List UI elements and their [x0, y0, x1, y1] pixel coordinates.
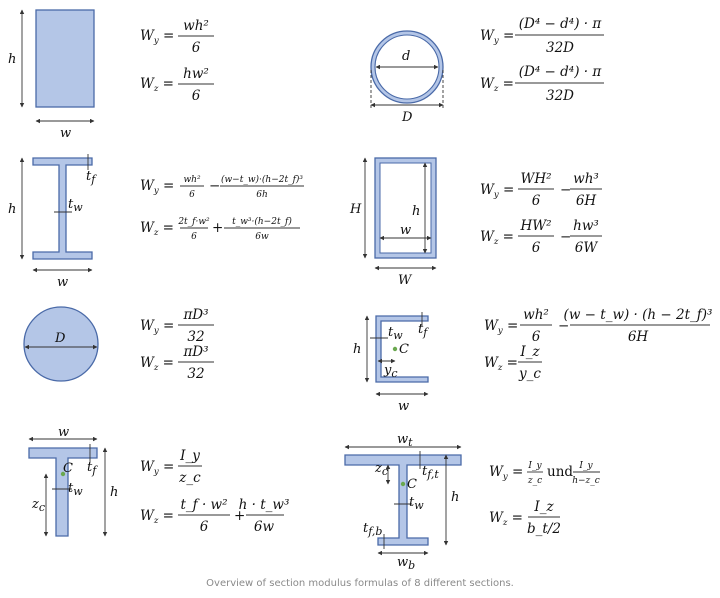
rectangle-shape [36, 10, 94, 107]
section-hollow-rectangle [349, 158, 436, 288]
svg-text:6: 6 [531, 329, 541, 345]
svg-text:h · t_w³: h · t_w³ [238, 497, 290, 513]
svg-text:I_y: I_y [528, 461, 542, 471]
label-h: h [8, 52, 17, 67]
svg-text:32: 32 [187, 329, 205, 345]
svg-text:6h: 6h [256, 190, 268, 200]
svg-text:tw: $t_w$ [68, 481, 83, 498]
svg-text:Wy =: $W_y$ = [140, 459, 175, 477]
svg-text:H: H [350, 202, 362, 217]
centroid-point [401, 482, 405, 486]
centroid-point [393, 347, 397, 351]
svg-text:6: 6 [189, 190, 195, 200]
formula-rectangle-wz [140, 66, 214, 104]
svg-text:Wy =: $W_y$ = [140, 318, 175, 336]
svg-text:(D⁴ − d⁴) · π: (D⁴ − d⁴) · π [518, 16, 602, 32]
svg-text:C: C [407, 477, 417, 492]
svg-text:6H: 6H [627, 329, 649, 345]
svg-text:z_c: z_c [179, 470, 201, 486]
label-d: d [402, 49, 411, 64]
svg-text:tf: $t_f$ [418, 322, 428, 339]
formula-i-beam-wz [140, 216, 300, 242]
svg-text:tf: $t_f$ [87, 460, 97, 477]
svg-text:HW²: HW² [520, 218, 552, 234]
svg-text:t_f · w²: t_f · w² [180, 497, 228, 513]
formula-hollow-circle-wz [480, 64, 604, 104]
svg-text:Wy =: $W_y$ = [489, 464, 524, 482]
formula-t-wz [140, 497, 289, 535]
svg-text:tw: $t_w$ [388, 325, 403, 342]
svg-text:+: + [234, 508, 246, 524]
svg-text:Wy =: $W_y$ = [480, 28, 515, 46]
svg-text:Wy =: $W_y$ = [140, 28, 175, 46]
formula-circle-wz [140, 344, 214, 382]
svg-text:tf,t: $t_{f,t}$ [422, 464, 439, 481]
svg-text:WH²: WH² [520, 171, 552, 187]
formula-hollow-rectangle-wy [480, 171, 602, 209]
svg-text:πD³: πD³ [183, 344, 209, 360]
svg-text:−: − [560, 182, 572, 198]
svg-text:C: C [399, 342, 409, 357]
svg-text:I_z: I_z [534, 499, 554, 515]
svg-text:6: 6 [531, 193, 541, 209]
wy-numerator: wh² [183, 18, 209, 34]
section-circle [24, 307, 98, 381]
svg-text:Wz =: $W_z$ = [489, 510, 523, 528]
svg-text:D: D [55, 331, 66, 346]
svg-text:tf: $t_f$ [86, 169, 96, 186]
svg-text:6: 6 [199, 519, 209, 535]
formula-asym-i-wy [489, 461, 600, 486]
svg-text:6w: 6w [253, 519, 275, 535]
svg-text:−: − [558, 318, 570, 334]
formula-channel-wy [484, 307, 712, 345]
svg-text:Wz =: $W_z$ = [484, 355, 518, 373]
wy-denominator: 6 [191, 40, 201, 56]
wz-denominator: 6 [191, 88, 201, 104]
svg-text:W: W [398, 273, 412, 288]
svg-text:w: w [398, 399, 410, 414]
section-t [29, 425, 118, 536]
svg-text:z_c: z_c [527, 476, 543, 486]
svg-text:Wy =: $W_y$ = [140, 178, 175, 196]
svg-text:Wy =: $W_y$ = [484, 318, 519, 336]
svg-text:6H: 6H [575, 193, 597, 209]
svg-text:−: − [209, 178, 221, 194]
svg-text:(w−t_w)·(h−2t_f)³: (w−t_w)·(h−2t_f)³ [220, 175, 304, 185]
figure-caption: Overview of section modulus formulas of 8 different sections. [206, 578, 514, 589]
svg-text:h: h [451, 490, 460, 505]
svg-text:wb: $w_b$ [397, 555, 416, 572]
svg-text:yc: $y_c$ [384, 363, 398, 380]
formula-i-beam-wy [140, 174, 304, 200]
formula-t-wy [140, 448, 202, 486]
i-beam-shape [33, 158, 92, 259]
svg-text:zc: $z_c$ [32, 497, 46, 514]
wz-numerator: hw² [183, 66, 209, 82]
svg-text:Wz =: $W_z$ = [140, 508, 174, 526]
svg-text:32: 32 [187, 366, 205, 382]
svg-text:(D⁴ − d⁴) · π: (D⁴ − d⁴) · π [518, 64, 602, 80]
svg-text:wt: $w_t$ [397, 432, 413, 449]
formula-circle-wy [140, 307, 214, 345]
svg-text:wh²: wh² [183, 175, 201, 185]
svg-text:wh²: wh² [523, 307, 549, 323]
svg-text:Wz =: $W_z$ = [480, 229, 514, 247]
svg-text:und: und [547, 464, 574, 480]
svg-text:Wz =: $W_z$ = [140, 76, 174, 94]
svg-text:h: h [412, 204, 421, 219]
svg-text:C: C [63, 461, 73, 476]
svg-text:−: − [560, 229, 572, 245]
formula-hollow-rectangle-wz [480, 218, 602, 256]
svg-text:h: h [8, 202, 17, 217]
svg-text:Wz =: $W_z$ = [480, 76, 514, 94]
svg-text:32D: 32D [545, 40, 575, 56]
formula-asym-i-wz [489, 499, 561, 537]
label-w: w [60, 126, 72, 141]
svg-text:tw: $t_w$ [409, 495, 424, 512]
svg-text:2t_f·w²: 2t_f·w² [178, 217, 210, 227]
hollow-rect-inner [380, 163, 431, 253]
svg-text:h: h [110, 485, 119, 500]
section-asymmetric-i [345, 432, 461, 572]
svg-text:6: 6 [191, 232, 197, 242]
svg-text:I_z: I_z [520, 344, 540, 360]
label-D: D [402, 110, 413, 125]
svg-text:w: w [57, 275, 69, 290]
svg-text:Wz =: $W_z$ = [140, 355, 174, 373]
section-i-beam [8, 154, 97, 290]
formula-channel-wz [484, 344, 542, 382]
svg-text:Wz =: $W_z$ = [140, 220, 174, 238]
svg-text:I_y: I_y [180, 448, 200, 464]
svg-text:tf,b: $t_{f,b}$ [363, 521, 383, 538]
svg-text:hw³: hw³ [573, 218, 599, 234]
svg-text:πD³: πD³ [183, 307, 209, 323]
svg-text:6W: 6W [574, 240, 598, 256]
svg-text:6w: 6w [255, 232, 269, 242]
svg-text:y_c: y_c [519, 366, 541, 382]
svg-text:t_w³·(h−2t_f): t_w³·(h−2t_f) [232, 217, 292, 227]
svg-text:6: 6 [531, 240, 541, 256]
svg-text:Wy =: $W_y$ = [480, 182, 515, 200]
svg-text:zc: $z_c$ [375, 461, 389, 478]
svg-text:tw: $t_w$ [68, 197, 83, 214]
svg-text:(w − t_w) · (h − 2t_f)³: (w − t_w) · (h − 2t_f)³ [563, 307, 713, 323]
section-hollow-circle [371, 31, 443, 125]
svg-text:h−z_c: h−z_c [572, 476, 600, 486]
formula-rectangle-wy [140, 18, 214, 56]
section-rectangle [8, 10, 94, 141]
svg-text:+: + [212, 220, 224, 236]
svg-text:h: h [353, 342, 362, 357]
svg-text:wh³: wh³ [573, 171, 599, 187]
formula-hollow-circle-wy [480, 16, 604, 56]
svg-text:w: w [58, 425, 70, 440]
svg-text:I_y: I_y [579, 461, 593, 471]
svg-text:w: w [400, 223, 412, 238]
section-channel [353, 312, 429, 414]
svg-text:32D: 32D [545, 88, 575, 104]
svg-text:b_t/2: b_t/2 [527, 521, 561, 537]
